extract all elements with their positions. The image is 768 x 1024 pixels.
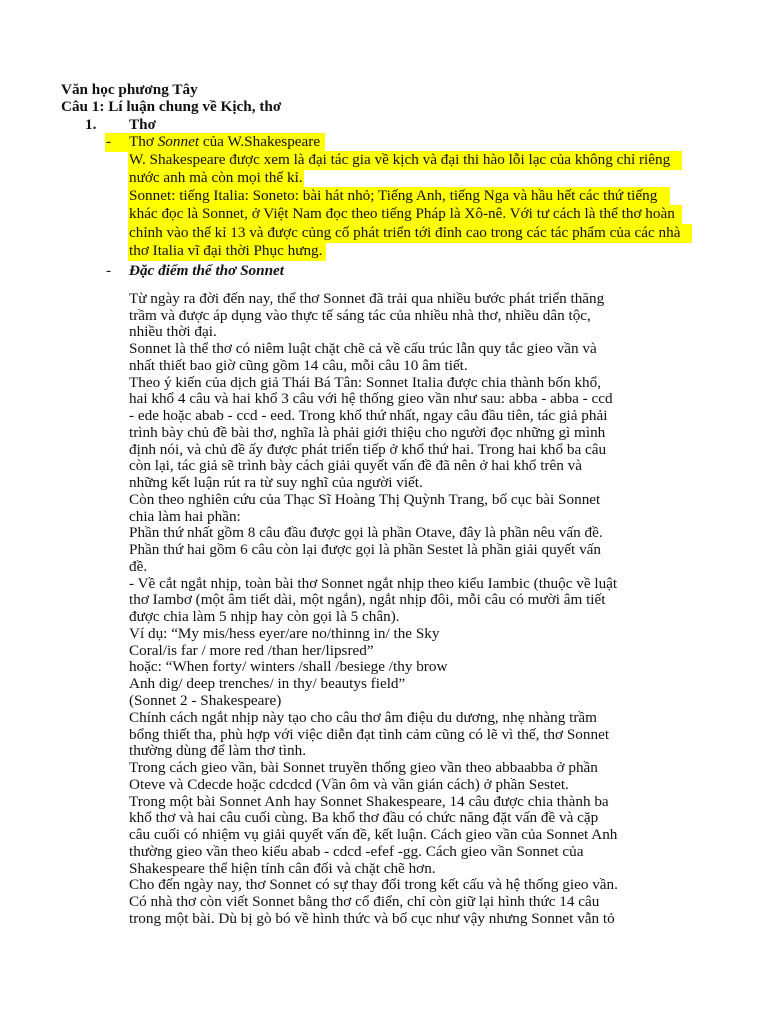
bullet-prefix: Thơ [129, 133, 158, 150]
body-line: Cho đến ngày nay, thơ Sonnet có sự thay đổi trong kết cấu và hệ thống gieo vần. [129, 876, 618, 893]
body-line: đề. [129, 558, 148, 575]
body-line: chia làm hai phần: [129, 508, 241, 525]
body-line: Có nhà thơ còn viết Sonnet bằng thơ cổ điển, chỉ còn giữ lại hình thức 14 câu [129, 893, 600, 910]
body-line: Trong một bài Sonnet Anh hay Sonnet Shakespeare, 14 câu được chia thành ba [129, 793, 609, 810]
body-line: Trong cách gieo vần, bài Sonnet truyền thống gieo vần theo abbaabba ở phần [129, 759, 598, 776]
body-line: được chia làm 5 nhịp hay còn gọi là 5 chân). [129, 608, 400, 625]
body-line: trong một bài. Dù bị gò bó về hình thức và bố cục như vậy nhưng Sonnet vẫn tỏ [129, 910, 615, 927]
body-line: những kết luận rút ra từ suy nghĩ của người viết. [129, 474, 423, 491]
body-line: (Sonnet 2 - Shakespeare) [129, 692, 282, 709]
highlight-line: W. Shakespeare được xem là đại tác gia về kịch và đại thi hào lỗi lạc của không chỉ riêng [129, 151, 671, 168]
body-line: thơ Iambơ (một âm tiết dài, một ngắn), ngắt nhịp đôi, mỗi câu có mười âm tiết [129, 591, 606, 608]
bullet-dash: - [106, 133, 112, 150]
body-line: thường dùng để làm thơ tình. [129, 742, 306, 759]
body-line: Còn theo nghiên cứu của Thạc Sĩ Hoàng Thị Quỳnh Trang, bố cục bài Sonnet [129, 491, 601, 508]
body-line: Chính cách ngắt nhịp này tạo cho câu thơ âm điệu du dương, nhẹ nhàng trầm [129, 709, 597, 726]
highlight-line: nước anh mà còn mọi thế kỉ. [129, 169, 303, 186]
highlight-line: thơ Italia vĩ đại thời Phục hưng. [129, 242, 323, 259]
body-line: Anh dig/ deep trenches/ in thy/ beautys field” [129, 675, 406, 692]
section-title: Thơ [129, 116, 156, 133]
body-line: nhiều thời đại. [129, 323, 217, 340]
section-number: 1. [85, 116, 97, 133]
body-line: còn lại, tác giả sẽ trình bày cách giải quyết vấn đề đã nên ở hai khổ trên và [129, 457, 582, 474]
body-line: nhất thiết bao giờ cũng gồm 14 câu, mỗi câu 10 âm tiết. [129, 357, 468, 374]
subsection-heading: Đặc điểm thể thơ Sonnet [129, 262, 284, 279]
body-line: trầm và được áp dụng vào thực tế sáng tác của nhiều nhà thơ, nhiều dân tộc, [129, 307, 591, 324]
body-line: Shakespeare thể hiện tính cân đối và chặt chẽ hơn. [129, 860, 436, 877]
body-line: - ede hoặc abab - ccd - eed. Trong khổ thứ nhất, ngay câu đầu tiên, tác giả phải [129, 407, 608, 424]
body-line: Phần thứ hai gồm 6 câu còn lại được gọi là phần Sestet là phần giải quyết vấn [129, 541, 601, 558]
body-line: Sonnet là thể thơ có niêm luật chặt chẽ cả về cấu trúc lẫn quy tắc gieo vần và [129, 340, 597, 357]
highlight-line: khác đọc là Sonnet, ở Việt Nam đọc theo tiếng Pháp là Xô-nê. Với tư cách là thể thơ hoàn [129, 205, 675, 222]
document-title: Văn học phương Tây [61, 81, 198, 98]
body-line: định nói, và chủ đề ấy được phát triển tiếp ở khổ thứ hai. Trong hai khổ ba câu [129, 441, 607, 458]
body-line: Ví dụ: “My mis/hess eyer/are no/thinng in/ the Sky [129, 625, 440, 642]
bullet-suffix: của W.Shakespeare [199, 133, 321, 150]
body-line: Theo ý kiến của dịch giả Thái Bá Tân: Sonnet Italia được chia thành bốn khổ, [129, 374, 602, 391]
bullet-dash: - [106, 262, 112, 279]
highlight-line: Sonnet: tiếng Italia: Soneto: bài hát nhỏ; Tiếng Anh, tiếng Nga và hầu hết các thứ tiếng [129, 187, 658, 204]
body-line: hoặc: “When forty/ winters /shall /besiege /thy brow [129, 658, 448, 675]
body-line: Từ ngày ra đời đến nay, thể thơ Sonnet đã trải qua nhiều bước phát triển thăng [129, 290, 605, 307]
body-line: bổng thiết tha, phù hợp với việc diễn đạt tình cảm cũng có lẽ vì thế, thơ Sonnet [129, 726, 610, 743]
body-line: hai khổ 4 câu và hai khổ 3 câu với hệ thống gieo vần như sau: abba - abba - ccd [129, 390, 613, 407]
body-line: khổ thơ và hai câu cuối cùng. Ba khổ thơ đầu có chức năng đặt vấn đề và cặp [129, 809, 599, 826]
body-line: trình bày chủ đề bài thơ, nghĩa là phải giới thiệu cho người đọc những gì mình [129, 424, 606, 441]
highlight-line: chỉnh vào thế kỉ 13 và được củng cố phát triển tới đỉnh cao trong các tác phẩm của các nhà [129, 224, 681, 241]
body-line: Coral/is far / more red /than her/lipsred” [129, 642, 374, 659]
question-heading: Câu 1: Lí luận chung về Kịch, thơ [61, 98, 282, 115]
body-line: câu cuối có nhiệm vụ giải quyết vấn đề, kết luận. Cách gieo vần của Sonnet Anh [129, 826, 618, 843]
bullet-sonnet-heading [129, 133, 320, 151]
body-line: Phần thứ nhất gồm 8 câu đầu được gọi là phần Otave, đây là phần nêu vấn đề. [129, 524, 603, 541]
body-line: - Về cắt ngắt nhịp, toàn bài thơ Sonnet ngắt nhịp theo kiểu Iambic (thuộc về luật [129, 575, 618, 592]
bullet-italic-word: Sonnet [157, 133, 200, 150]
body-line: thường gieo vần theo kiểu abab - cdcd -efef -gg. Cách gieo vần Sonnet của [129, 843, 584, 860]
body-line: Oteve và Cdecde hoặc cdcdcd (Vần ôm và vần gián cách) ở phần Sestet. [129, 776, 569, 793]
